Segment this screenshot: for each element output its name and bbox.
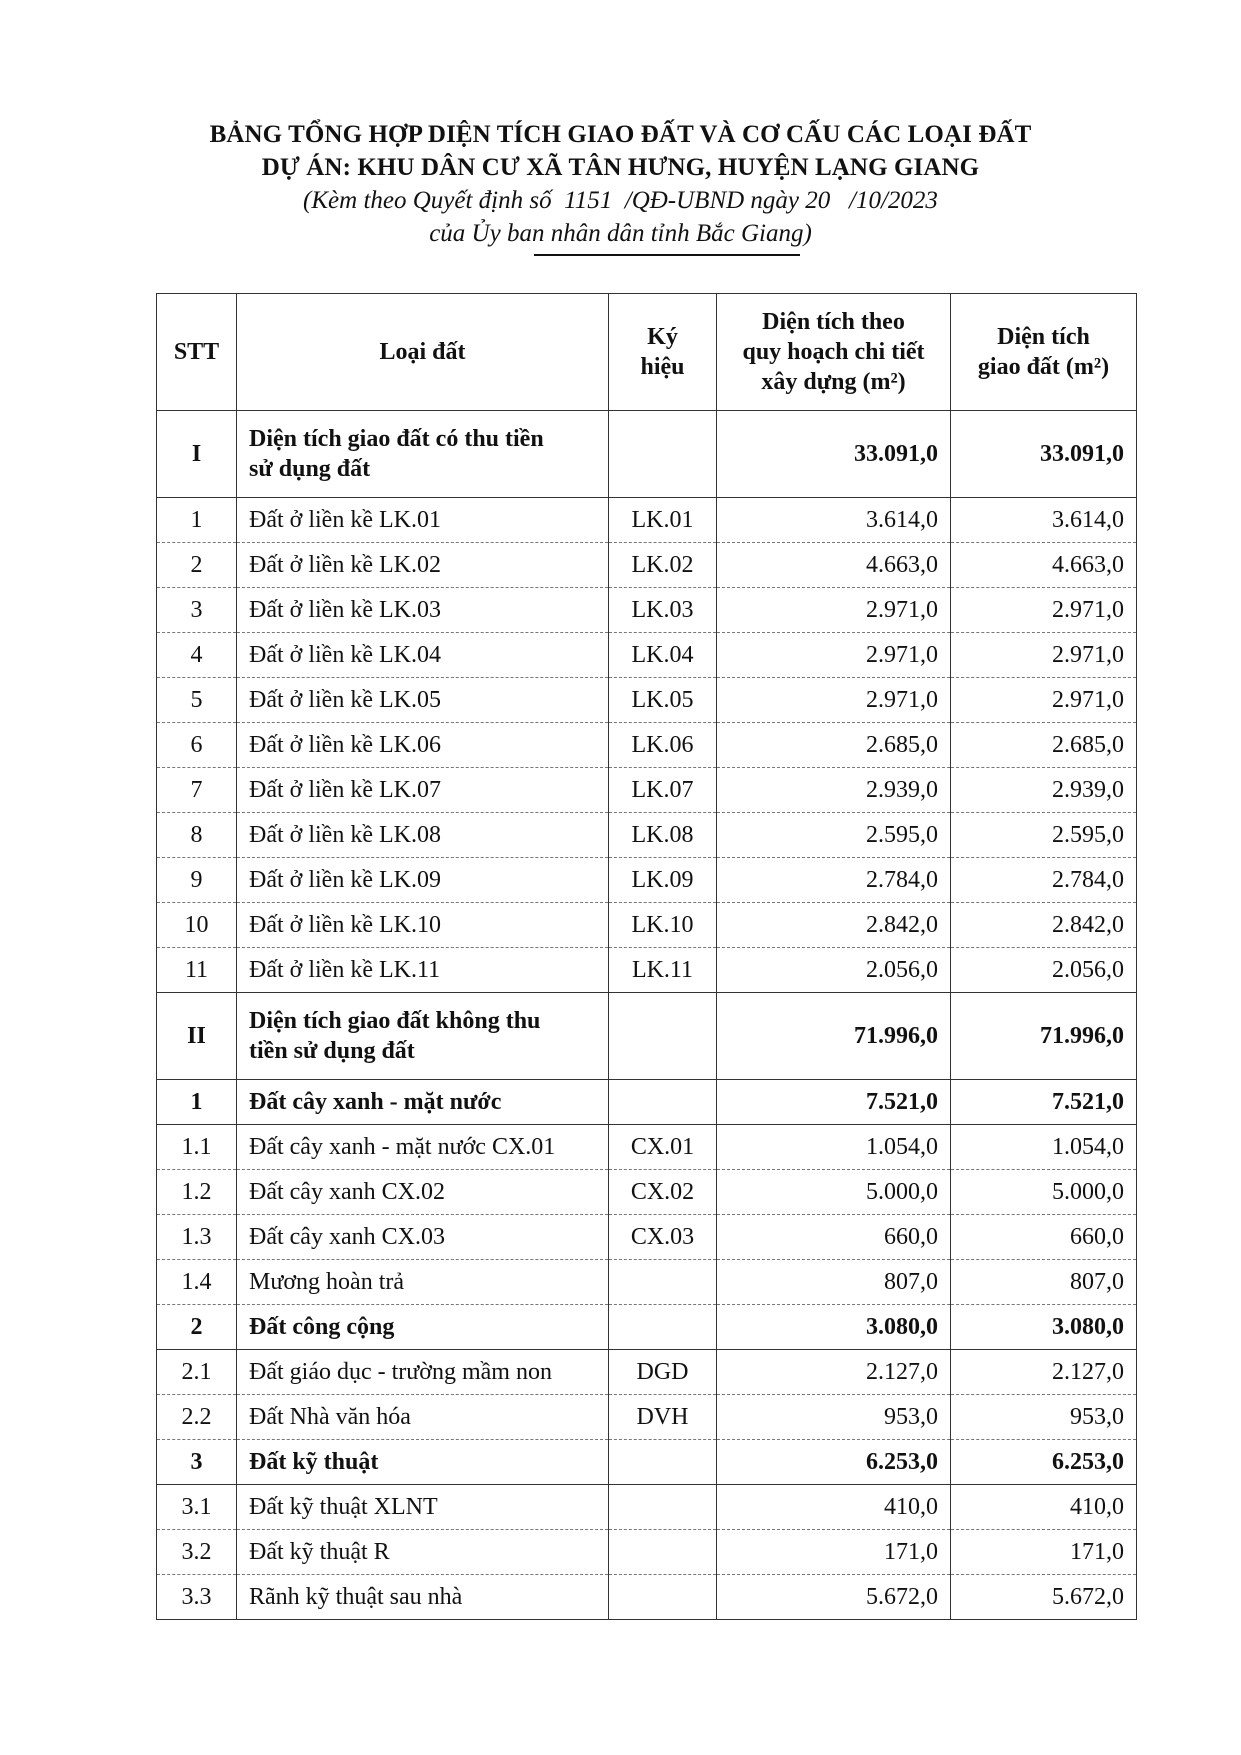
cell-allocated-area: 953,0 — [951, 1395, 1137, 1440]
cell-allocated-area: 171,0 — [951, 1530, 1137, 1575]
table-row — [157, 903, 1137, 948]
cell-allocated-area: 410,0 — [951, 1485, 1137, 1530]
cell-symbol: LK.04 — [609, 633, 717, 678]
table-row — [157, 498, 1137, 543]
cell-stt: 2.1 — [157, 1350, 237, 1395]
cell-allocated-area: 4.663,0 — [951, 543, 1137, 588]
table-row-section-ii — [157, 993, 1137, 1080]
cell-stt: 1.1 — [157, 1125, 237, 1170]
cell-allocated-area: 2.971,0 — [951, 678, 1137, 723]
header-symbol — [609, 294, 717, 411]
table-row — [157, 543, 1137, 588]
cell-stt: 3.1 — [157, 1485, 237, 1530]
cell-symbol — [609, 1530, 717, 1575]
cell-land-type-line1: Diện tích giao đất không thu — [249, 1008, 541, 1034]
cell-land-type: Đất ở liền kề LK.01 — [237, 498, 609, 543]
cell-planned-area: 6.253,0 — [717, 1440, 951, 1485]
cell-planned-area: 2.842,0 — [717, 903, 951, 948]
cell-allocated-area: 807,0 — [951, 1260, 1137, 1305]
cell-stt: 7 — [157, 768, 237, 813]
cell-land-type: Đất ở liền kề LK.05 — [237, 678, 609, 723]
cell-allocated-area: 2.784,0 — [951, 858, 1137, 903]
cell-allocated-area: 2.056,0 — [951, 948, 1137, 993]
cell-planned-area: 2.971,0 — [717, 633, 951, 678]
header-allocated-line1: Diện tích — [997, 324, 1090, 350]
header-allocated-line2: giao đất (m²) — [977, 354, 1110, 380]
cell-symbol: CX.02 — [609, 1170, 717, 1215]
cell-stt: 2 — [157, 543, 237, 588]
cell-stt: 1 — [157, 1080, 237, 1125]
cell-stt: 1.2 — [157, 1170, 237, 1215]
table-row-group — [157, 1305, 1137, 1350]
cell-stt: 3 — [157, 1440, 237, 1485]
cell-land-type: Mương hoàn trả — [237, 1260, 609, 1305]
cell-symbol: DVH — [609, 1395, 717, 1440]
cell-stt: 8 — [157, 813, 237, 858]
cell-land-type: Đất Nhà văn hóa — [237, 1395, 609, 1440]
cell-land-type: Đất kỹ thuật XLNT — [237, 1485, 609, 1530]
cell-stt: 2 — [157, 1305, 237, 1350]
cell-stt: 2.2 — [157, 1395, 237, 1440]
table-row-section-i — [157, 411, 1137, 498]
cell-land-type: Đất ở liền kề LK.08 — [237, 813, 609, 858]
document-header — [0, 118, 1241, 250]
cell-symbol — [609, 1305, 717, 1350]
header-planned-line3: xây dựng (m²) — [761, 369, 906, 395]
cell-land-type: Đất ở liền kề LK.10 — [237, 903, 609, 948]
table-row — [157, 1260, 1137, 1305]
cell-land-type: Đất cây xanh CX.03 — [237, 1215, 609, 1260]
cell-allocated-area: 33.091,0 — [951, 411, 1137, 498]
cell-allocated-area: 2.595,0 — [951, 813, 1137, 858]
cell-allocated-area: 1.054,0 — [951, 1125, 1137, 1170]
cell-symbol — [609, 1080, 717, 1125]
cell-stt: 3.3 — [157, 1575, 237, 1620]
cell-allocated-area: 2.971,0 — [951, 633, 1137, 678]
cell-land-type — [237, 993, 609, 1080]
table-row — [157, 588, 1137, 633]
cell-planned-area: 5.672,0 — [717, 1575, 951, 1620]
cell-land-type: Đất ở liền kề LK.09 — [237, 858, 609, 903]
cell-stt: 3 — [157, 588, 237, 633]
cell-land-type: Đất công cộng — [237, 1305, 609, 1350]
cell-symbol: LK.07 — [609, 768, 717, 813]
header-planned-line2: quy hoạch chi tiết — [742, 339, 925, 365]
cell-land-type: Đất cây xanh CX.02 — [237, 1170, 609, 1215]
table-row — [157, 1170, 1137, 1215]
cell-symbol — [609, 1260, 717, 1305]
cell-stt: 4 — [157, 633, 237, 678]
cell-symbol: DGD — [609, 1350, 717, 1395]
cell-stt: 9 — [157, 858, 237, 903]
cell-stt: 1.3 — [157, 1215, 237, 1260]
cell-planned-area: 71.996,0 — [717, 993, 951, 1080]
project-title: DỰ ÁN: KHU DÂN CƯ XÃ TÂN HƯNG, HUYỆN LẠNG GIANG — [261, 154, 980, 181]
cell-symbol: LK.02 — [609, 543, 717, 588]
cell-planned-area: 410,0 — [717, 1485, 951, 1530]
document-title: BẢNG TỔNG HỢP DIỆN TÍCH GIAO ĐẤT VÀ CƠ CẤU CÁC LOẠI ĐẤT — [209, 121, 1032, 148]
cell-symbol — [609, 993, 717, 1080]
cell-symbol: LK.08 — [609, 813, 717, 858]
table-row — [157, 1485, 1137, 1530]
cell-land-type: Đất ở liền kề LK.11 — [237, 948, 609, 993]
cell-stt: 10 — [157, 903, 237, 948]
cell-planned-area: 2.971,0 — [717, 678, 951, 723]
cell-stt: 1.4 — [157, 1260, 237, 1305]
table-row — [157, 813, 1137, 858]
cell-allocated-area: 71.996,0 — [951, 993, 1137, 1080]
cell-land-type: Đất cây xanh - mặt nước CX.01 — [237, 1125, 609, 1170]
cell-allocated-area: 2.842,0 — [951, 903, 1137, 948]
cell-symbol: CX.01 — [609, 1125, 717, 1170]
cell-stt: 5 — [157, 678, 237, 723]
cell-allocated-area: 2.127,0 — [951, 1350, 1137, 1395]
cell-stt: I — [157, 411, 237, 498]
cell-symbol — [609, 1485, 717, 1530]
cell-planned-area: 1.054,0 — [717, 1125, 951, 1170]
cell-planned-area: 807,0 — [717, 1260, 951, 1305]
cell-symbol: LK.05 — [609, 678, 717, 723]
cell-land-type: Đất ở liền kề LK.02 — [237, 543, 609, 588]
cell-land-type: Đất ở liền kề LK.04 — [237, 633, 609, 678]
cell-land-type-line2: tiền sử dụng đất — [249, 1038, 415, 1064]
table-row — [157, 1575, 1137, 1620]
cell-planned-area: 2.939,0 — [717, 768, 951, 813]
header-allocated-area — [951, 294, 1137, 411]
cell-land-type: Đất ở liền kề LK.03 — [237, 588, 609, 633]
cell-planned-area: 953,0 — [717, 1395, 951, 1440]
land-allocation-table — [156, 293, 1137, 1620]
cell-stt: 6 — [157, 723, 237, 768]
cell-land-type: Rãnh kỹ thuật sau nhà — [237, 1575, 609, 1620]
cell-land-type: Đất cây xanh - mặt nước — [237, 1080, 609, 1125]
cell-symbol: CX.03 — [609, 1215, 717, 1260]
cell-planned-area: 3.080,0 — [717, 1305, 951, 1350]
issuer-reference: của Ủy ban nhân dân tỉnh Bắc Giang) — [429, 220, 812, 247]
table-row — [157, 1350, 1137, 1395]
cell-allocated-area: 6.253,0 — [951, 1440, 1137, 1485]
cell-symbol: LK.10 — [609, 903, 717, 948]
cell-planned-area: 2.056,0 — [717, 948, 951, 993]
cell-allocated-area: 2.685,0 — [951, 723, 1137, 768]
cell-allocated-area: 7.521,0 — [951, 1080, 1137, 1125]
cell-planned-area: 2.784,0 — [717, 858, 951, 903]
table-row — [157, 1530, 1137, 1575]
table-header-row — [157, 294, 1137, 411]
table-row — [157, 948, 1137, 993]
cell-land-type-line1: Diện tích giao đất có thu tiền — [249, 426, 544, 452]
cell-planned-area: 2.971,0 — [717, 588, 951, 633]
cell-stt: 1 — [157, 498, 237, 543]
cell-planned-area: 660,0 — [717, 1215, 951, 1260]
table-row-group — [157, 1080, 1137, 1125]
cell-allocated-area: 660,0 — [951, 1215, 1137, 1260]
table-row — [157, 723, 1137, 768]
cell-planned-area: 2.595,0 — [717, 813, 951, 858]
cell-symbol — [609, 1575, 717, 1620]
cell-symbol: LK.06 — [609, 723, 717, 768]
header-land-type: Loại đất — [237, 294, 609, 411]
cell-stt: 3.2 — [157, 1530, 237, 1575]
cell-allocated-area: 3.614,0 — [951, 498, 1137, 543]
cell-planned-area: 5.000,0 — [717, 1170, 951, 1215]
cell-symbol — [609, 1440, 717, 1485]
cell-land-type — [237, 411, 609, 498]
cell-stt: II — [157, 993, 237, 1080]
cell-land-type: Đất kỹ thuật — [237, 1440, 609, 1485]
cell-symbol: LK.03 — [609, 588, 717, 633]
cell-allocated-area: 5.672,0 — [951, 1575, 1137, 1620]
decision-reference: (Kèm theo Quyết định số 1151 /QĐ-UBND ngày 20 /10/2023 — [303, 187, 938, 214]
table-row — [157, 1125, 1137, 1170]
cell-land-type: Đất ở liền kề LK.07 — [237, 768, 609, 813]
table-row-group — [157, 1440, 1137, 1485]
cell-planned-area: 33.091,0 — [717, 411, 951, 498]
header-symbol-line2: hiệu — [640, 354, 685, 380]
cell-allocated-area: 2.939,0 — [951, 768, 1137, 813]
cell-planned-area: 2.685,0 — [717, 723, 951, 768]
cell-land-type: Đất kỹ thuật R — [237, 1530, 609, 1575]
header-planned-line1: Diện tích theo — [762, 309, 905, 335]
cell-land-type-line2: sử dụng đất — [249, 456, 371, 482]
cell-allocated-area: 5.000,0 — [951, 1170, 1137, 1215]
table-row — [157, 1215, 1137, 1260]
cell-planned-area: 171,0 — [717, 1530, 951, 1575]
cell-land-type: Đất ở liền kề LK.06 — [237, 723, 609, 768]
header-stt: STT — [157, 294, 237, 411]
table-row — [157, 768, 1137, 813]
table-row — [157, 633, 1137, 678]
cell-allocated-area: 2.971,0 — [951, 588, 1137, 633]
header-symbol-line1: Ký — [647, 324, 678, 350]
cell-planned-area: 4.663,0 — [717, 543, 951, 588]
cell-planned-area: 2.127,0 — [717, 1350, 951, 1395]
header-planned-area — [717, 294, 951, 411]
table-row — [157, 1395, 1137, 1440]
header-divider — [534, 254, 800, 256]
cell-symbol: LK.11 — [609, 948, 717, 993]
cell-symbol: LK.01 — [609, 498, 717, 543]
cell-symbol — [609, 411, 717, 498]
cell-planned-area: 7.521,0 — [717, 1080, 951, 1125]
cell-stt: 11 — [157, 948, 237, 993]
cell-planned-area: 3.614,0 — [717, 498, 951, 543]
cell-land-type: Đất giáo dục - trường mầm non — [237, 1350, 609, 1395]
cell-allocated-area: 3.080,0 — [951, 1305, 1137, 1350]
table-row — [157, 678, 1137, 723]
table-row — [157, 858, 1137, 903]
cell-symbol: LK.09 — [609, 858, 717, 903]
